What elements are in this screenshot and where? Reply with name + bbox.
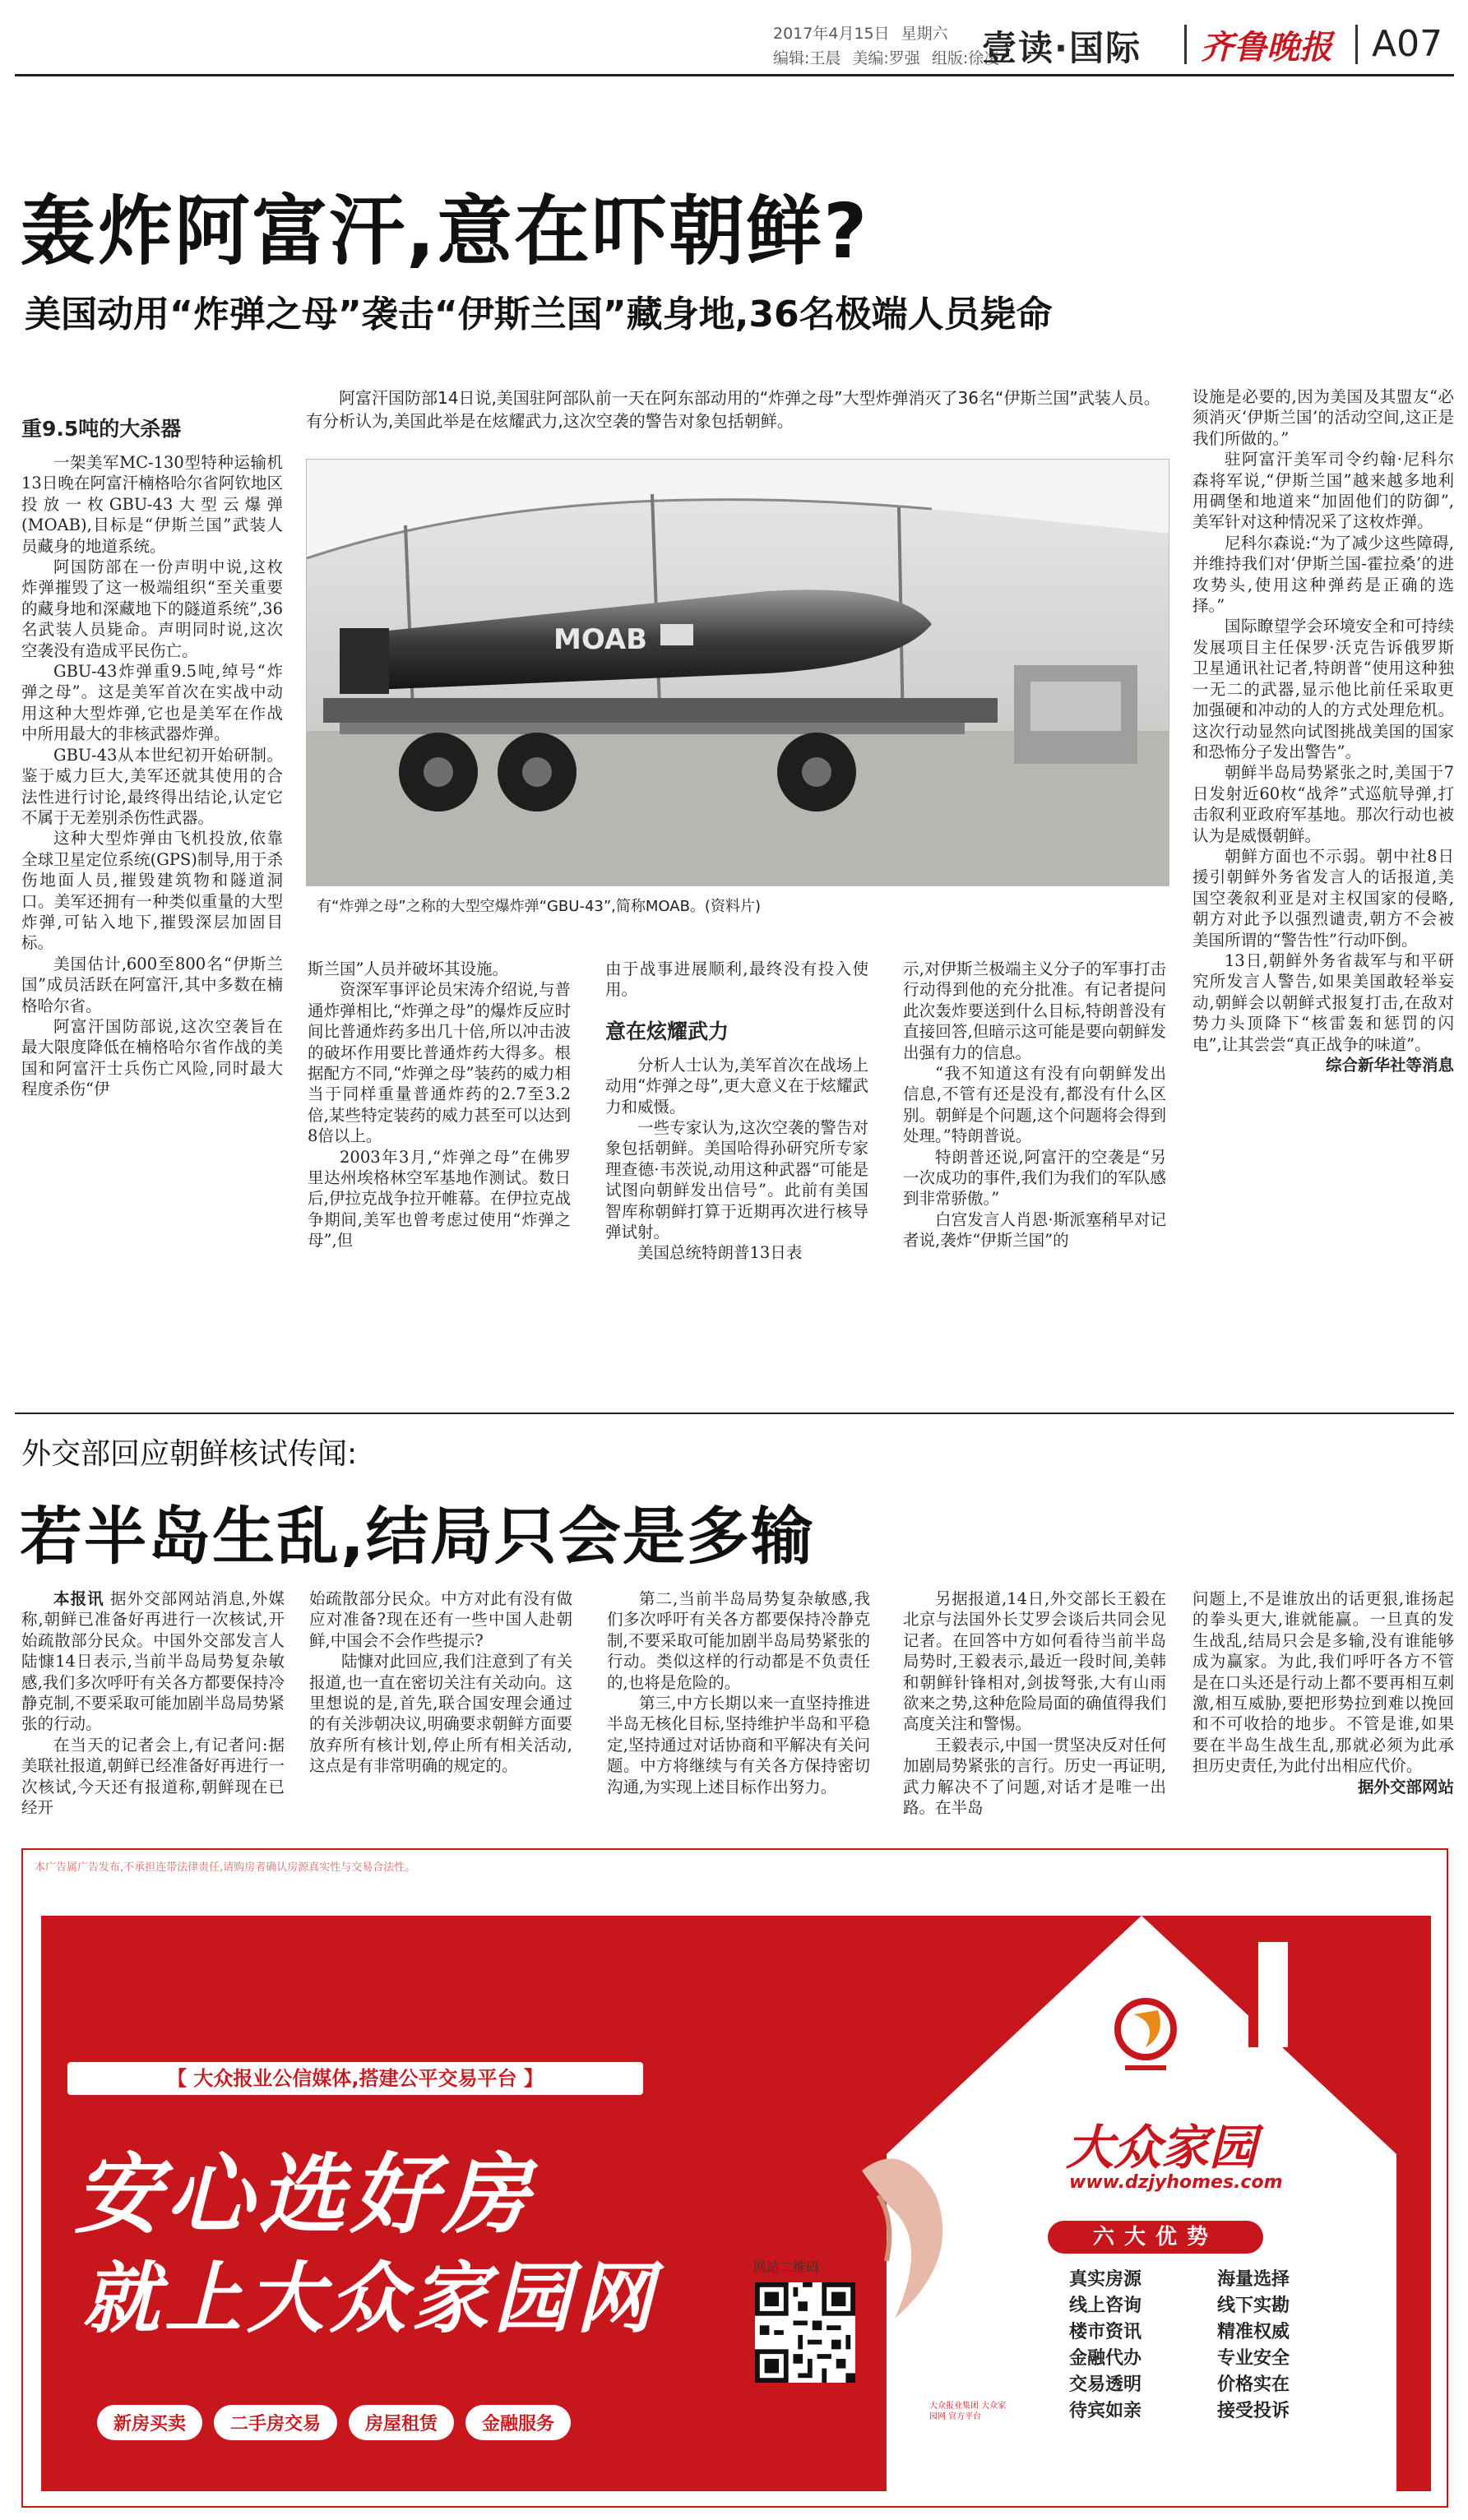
advantage-item: 线下实勘 (1216, 2296, 1290, 2316)
service-resale: 二手房交易 (214, 2405, 337, 2440)
paragraph: 朝鲜半岛局势紧张之时,美国于7日发射近60枚“战斧”式巡航导弹,打击叙利亚政府军基地。那次行动也被认为是威慑朝鲜。 (1192, 763, 1454, 845)
advantage-item: 金融代办 (1068, 2348, 1142, 2369)
story1-column-3 (605, 959, 868, 1264)
ad-slogan-line-1: 安心选好房 (74, 2143, 535, 2245)
paragraph: 问题上,不是谁放出的话更狠,谁扬起的拳头更大,谁就能赢。一旦真的发生战乱,结局只会是多输,没有谁能够成为赢家。为此,我们呼吁各方不管是在口头还是行动上都不要再相互刺激,相互威胁,要把形势拉到难以挽回和不可收拾的地步。不管是谁,如果要在半岛生战生乱,那就必须为此承担历史责任,为此付出相应代价。 (1192, 1589, 1454, 1776)
main-headline: 轰炸阿富汗,意在吓朝鲜? (20, 187, 869, 275)
main-subhead: 美国动用“炸弹之母”袭击“伊斯兰国”藏身地,36名极端人员毙命 (25, 294, 1053, 335)
editor-credit: 编辑:王晨 (773, 49, 841, 67)
story1-column-5 (1192, 386, 1454, 1075)
heart-hands-icon (845, 2146, 969, 2327)
page-header (0, 0, 1468, 76)
newspaper-logo: 齐鲁晚报 (1201, 28, 1332, 67)
paragraph: 王毅表示,中国一贯坚决反对任何加剧局势紧张的言行。历史一再证明,武力解决不了问题,对话才是唯一出路。在半岛 (903, 1735, 1166, 1818)
paragraph: 在当天的记者会上,有记者问:据美联社报道,朝鲜已经准备好再进行一次核试,今天还有报道称,朝鲜现在已经开 (21, 1735, 285, 1818)
story1-column-2 (308, 959, 571, 1251)
moab-photo (306, 459, 1169, 886)
advantage-item: 交易透明 (1068, 2374, 1142, 2395)
story2-column-5 (1192, 1588, 1454, 1797)
story1-column-4 (903, 959, 1166, 1251)
paragraph: 由于战事进展顺利,最终没有投入使用。 (605, 959, 868, 1000)
paragraph: 尼科尔森说:“为了减少这些障碍,并维持我们对‘伊斯兰国-霍拉桑’的进攻势头,使用这种弹药是正确的选择。” (1192, 533, 1454, 616)
story-lead: 阿富汗国防部14日说,美国驻阿部队前一天在阿东部动用的“炸弹之母”大型炸弹消灭了36名“伊斯兰国”武装人员。有分析认为,美国此举是在炫耀武力,这次空袭的警告对象包括朝鲜。 (306, 388, 1160, 431)
service-finance: 金融服务 (465, 2405, 571, 2440)
ad-brand-name: 大众家园 (1066, 2120, 1257, 2176)
advantage-item: 海量选择 (1216, 2269, 1290, 2290)
advantage-item: 楼市资讯 (1068, 2322, 1142, 2342)
qr-code-label: 网站二维码 (753, 2259, 820, 2275)
advantage-item: 接受投诉 (1216, 2401, 1290, 2421)
story2-column-4 (903, 1588, 1166, 1818)
paragraph: 第二,当前半岛局势复杂敏感,我们多次呼吁有关各方都要保持冷静克制,不要采取可能加剧半岛局势紧张的行动。类似这样的行动都是不负责任的,也将是危险的。 (607, 1589, 870, 1692)
paragraph: 阿富汗国防部说,这次空袭旨在最大限度降低在楠格哈尔省作战的美国和阿富汗士兵伤亡风险,同时最大程度杀伤“伊 (21, 1016, 283, 1099)
brand-logo-icon (1109, 1990, 1183, 2080)
source-credit: 据外交部网站 (1357, 1777, 1454, 1796)
paragraph: 斯兰国”人员并破坏其设施。 (308, 959, 508, 978)
paragraph: 美国总统特朗普13日表 (637, 1243, 803, 1263)
paragraph: 第三,中方长期以来一直坚持推进半岛无核化目标,坚持维护半岛和平稳定,坚持通过对话协商和平解决有关问题。中方将继续与有关各方保持密切沟通,为实现上述目标作出努力。 (607, 1694, 870, 1796)
story2-column-2 (309, 1588, 572, 1777)
paragraph: 一架美军MC-130型特种运输机13日晚在阿富汗楠格哈尔省阿钦地区投放一枚GBU-43大型云爆弹(MOAB),目标是“伊斯兰国”武装人员藏身的地道系统。 (21, 453, 283, 556)
service-new-homes: 新房买卖 (97, 2405, 202, 2440)
paragraph: 陆慷对此回应,我们注意到了有关报道,也一直在密切关注有关动向。这里想说的是,首先,联合国安理会通过的有关涉朝决议,明确要求朝鲜方面要放弃所有核计划,停止所有相关活动,这点是有非常明确的规定的。 (309, 1652, 572, 1776)
moab-label: MOAB (553, 623, 648, 656)
header-divider (1355, 25, 1358, 64)
byline: 本报讯 (53, 1589, 104, 1608)
paragraph: 始疏散部分民众。中方对此有没有做应对准备?现在还有一些中国人赴朝鲜,中国会不会作些提示? (309, 1589, 572, 1650)
paragraph: 设施是必要的,因为美国及其盟友“必须消灭‘伊斯兰国’的活动空间,这正是我们所做的。” (1192, 387, 1454, 448)
paragraph: 特朗普还说,阿富汗的空袭是“另一次成功的事件,我们为我们的军队感到非常骄傲。” (903, 1147, 1166, 1209)
proof-credit: 组版:徐凌 (931, 49, 1000, 67)
ad-fine-print: 大众报业集团 大众家园网 官方平台 (929, 2402, 1007, 2421)
issue-meta (773, 21, 1011, 71)
advantage-item: 专业安全 (1216, 2348, 1290, 2369)
bomb-on-trailer-image (307, 460, 1169, 886)
advantage-item: 线上咨询 (1068, 2296, 1142, 2316)
paragraph: 这种大型炸弹由飞机投放,依靠全球卫星定位系统(GPS)制导,用于杀伤地面人员,摧毁建筑物和隧道洞口。美军还拥有一种类似重量的大型炸弹,可钻入地下,摧毁深层加固目标。 (21, 829, 283, 953)
paragraph: GBU-43炸弹重9.5吨,绰号“炸弹之母”。这是美军首次在实战中动用这种大型炸弹,它也是美军在作战中所用最大的非核武器炸弹。 (21, 662, 283, 744)
advantages-grid (1040, 2268, 1319, 2424)
story1-column-1 (21, 409, 283, 1100)
header-rule (15, 74, 1454, 76)
story-divider (15, 1413, 1454, 1414)
paragraph: 驻阿富汗美军司令约翰·尼科尔森将军说,“伊斯兰国”越来越多地利用碉堡和地道来“加固他们的防御”,美军针对这种情况采了这枚炸弹。 (1192, 450, 1454, 532)
issue-date: 2017年4月15日 (773, 25, 890, 43)
ad-website: www.dzjyhomes.com (1069, 2172, 1283, 2193)
header-divider (1184, 25, 1187, 64)
advantage-item: 精准权威 (1216, 2322, 1290, 2342)
designer-credit: 美编:罗强 (852, 49, 920, 67)
photo-caption: 有“炸弹之母”之称的大型空爆炸弹“GBU-43”,简称MOAB。(资料片) (317, 898, 761, 915)
source-credit: 综合新华社等消息 (1325, 1056, 1454, 1075)
ad-disclaimer: 本广告属广告发布,不承担连带法律责任,请购房者确认房源真实性与交易合法性。 (35, 1861, 416, 1874)
paragraph: 白宫发言人肖恩·斯派塞稍早对记者说,袭炸“伊斯兰国”的 (903, 1209, 1166, 1251)
paragraph: 一些专家认为,这次空袭的警告对象包括朝鲜。美国哈得孙研究所专家理查德·韦茨说,动用这种武器“可能是试图向朝鲜发出信号”。此前有美国智库称朝鲜打算于近期再次进行核导弹试射。 (605, 1118, 868, 1242)
paragraph: 示,对伊斯兰极端主义分子的军事打击行动得到他的充分批准。有记者提问此次轰炸要送到什么目标,特朗普没有直接回答,但暗示这可能是要向朝鲜发出强有力的信息。 (903, 959, 1166, 1062)
paragraph: 朝鲜方面也不示弱。朝中社8日援引朝鲜外务省发言人的话报道,美国空袭叙利亚是对主权国家的侵略,朝方对此予以强烈谴责,朝方不会被美国所谓的“警告性”行动吓倒。 (1192, 846, 1454, 950)
qr-code[interactable] (755, 2282, 855, 2383)
paragraph: 另据报道,14日,外交部长王毅在北京与法国外长艾罗会谈后共同会见记者。在回答中方如何看待当前半岛局势时,王毅表示,最近一段时间,美韩和朝鲜针锋相对,剑拔弩张,大有山雨欲来之势,这种危险局面的确值得我们高度关注和警惕。 (903, 1589, 1166, 1734)
paragraph: “我不知道这有没有向朝鲜发出信息,不管有还是没有,都没有什么区别。朝鲜是个问题,这个问题将会得到处理。”特朗普说。 (903, 1064, 1166, 1146)
paragraph: 资深军事评论员宋涛介绍说,与普通炸弹相比,“炸弹之母”的爆炸反应时间比普通炸药多出几十倍,所以冲击波的破坏作用要比普通炸药大得多。根据配方不同,“炸弹之母”装药的威力相当于同样重量普通炸药的2.7至3.2倍,某些特定装药的威力甚至可以达到8倍以上。 (308, 980, 571, 1146)
paragraph: 2003年3月,“炸弹之母”在佛罗里达州埃格林空军基地作测试。数日后,伊拉克战争拉开帷幕。在伊拉克战争期间,美军也曾考虑过使用“炸弹之母”,但 (308, 1147, 571, 1251)
advantage-item: 价格实在 (1216, 2374, 1290, 2395)
section-title: 壹读·国际 (982, 28, 1142, 68)
paragraph: 13日,朝鲜外务省裁军与和平研究所发言人警告,如果美国敢轻举妄动,朝鲜会以朝鲜式报复打击,在敌对势力头顶降下“核雷轰和惩罚的闪电”,让其尝尝“真正战争的味道”。 (1192, 950, 1454, 1054)
paragraph: 阿国防部在一份声明中说,这枚炸弹摧毁了这一极端组织“至关重要的藏身地和深藏地下的隧道系统”,36名武装人员毙命。声明同时说,这次空袭没有造成平民伤亡。 (21, 557, 283, 660)
six-advantages-title: 六大优势 (1048, 2221, 1263, 2254)
paragraph: 美国估计,600至800名“伊斯兰国”成员活跃在阿富汗,其中多数在楠格哈尔省。 (21, 954, 283, 1015)
story2-kicker: 外交部回应朝鲜核试传闻: (21, 1437, 358, 1471)
qr-code-icon (755, 2282, 855, 2383)
story2-headline: 若半岛生乱,结局只会是多输 (20, 1500, 815, 1573)
paragraph: 据外交部网站消息,外媒称,朝鲜已准备好再进行一次核试,开始疏散部分民众。中国外交部发言人陆慷14日表示,当前半岛局势复杂敏感,我们多次呼吁有关各方都要保持冷静克制,不要采取可能加剧半岛局势紧张的行动。 (21, 1589, 285, 1734)
advantage-item: 真实房源 (1068, 2269, 1142, 2290)
ad-tagline: 【 大众报业公信媒体,搭建公平交易平台 】 (67, 2062, 643, 2095)
ad-service-list (97, 2405, 571, 2440)
advantage-item: 待宾如亲 (1068, 2401, 1142, 2421)
service-rental: 房屋租赁 (349, 2405, 454, 2440)
section-heading: 重9.5吨的大杀器 (21, 417, 182, 441)
story2-column-1 (21, 1588, 285, 1818)
paragraph: 国际瞭望学会环境安全和可持续发展项目主任保罗·沃克告诉俄罗斯卫星通讯社记者,特朗普“使用这种独一无二的武器,显示他比前任采取更加强硬和冲动的人的方式处理危机。这次行动显然向试图挑战美国的国家和恐怖分子发出警告”。 (1192, 617, 1454, 761)
paragraph: GBU-43从本世纪初开始研制。鉴于威力巨大,美军还就其使用的合法性进行讨论,最终得出结论,认定它不属于无差别杀伤性武器。 (21, 745, 283, 827)
ad-slogan-line-2: 就上大众家园网 (82, 2254, 659, 2344)
paragraph: 分析人士认为,美军首次在战场上动用“炸弹之母”,更大意义在于炫耀武力和威慑。 (605, 1055, 868, 1117)
issue-weekday: 星期六 (901, 25, 948, 43)
story2-column-3 (607, 1588, 870, 1797)
page-number: A07 (1372, 23, 1443, 65)
section-heading: 意在炫耀武力 (605, 1019, 729, 1043)
